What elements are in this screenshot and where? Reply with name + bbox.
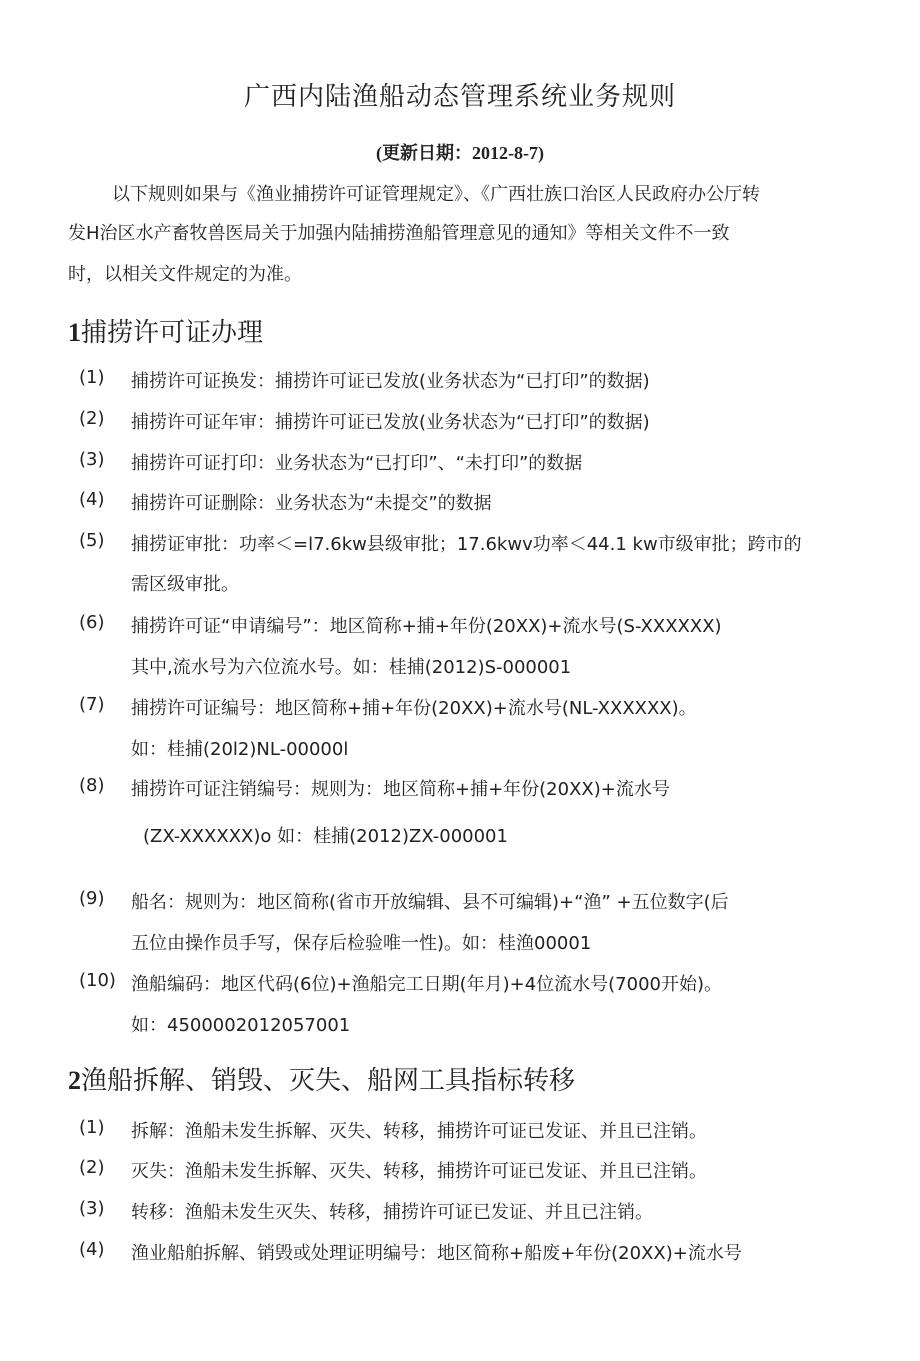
item-text: 如：4500002012057001 [131, 1015, 351, 1036]
item-number: (2) [79, 1157, 105, 1178]
item-text: 捕捞许可证编号：地区简称+捕+年份(20XX)+流水号(NL-XXXXXX)。 [131, 698, 697, 719]
item-text: 船名：规则为：地区简称(省市开放编辑、县不可编辑)+“渔” +五位数字(后 [131, 892, 729, 913]
item-number: (3) [79, 1198, 105, 1219]
item-text: 捕捞许可证年审：捕捞许可证已发放(业务状态为“已打印”的数据) [131, 412, 650, 433]
item-text: (ZX-XXXXXX)o 如：桂捕(2012)ZX-000001 [143, 826, 508, 847]
item-number: (3) [79, 449, 105, 470]
item-text: 五位由操作员手写，保存后检验唯一性)。如：桂渔00001 [131, 933, 592, 954]
section-heading [68, 312, 263, 349]
item-text: 其中,流水号为六位流水号。如：桂捕(2012)S-000001 [131, 657, 572, 678]
item-text: 捕捞许可证注销编号：规则为：地区简称+捕+年份(20XX)+流水号 [131, 779, 670, 800]
item-number: (2) [79, 408, 105, 429]
item-text: 捕捞许可证打印：业务状态为“已打印”、“未打印”的数据 [131, 453, 583, 474]
item-number: (1) [79, 1117, 105, 1138]
item-text: 捕捞许可证“申请编号”：地区简称+捕+年份(20XX)+流水号(S-XXXXXX) [131, 616, 722, 637]
intro-line: 以下规则如果与《渔业捕捞许可证管理规定》、《广西壮族口治区人民政府办公厅转 [112, 184, 760, 205]
item-text: 需区级审批。 [131, 574, 239, 595]
intro-line: 发H治区水产畜牧兽医局关于加强内陆捕捞渔船管理意见的通知》等相关文件不一致 [68, 223, 730, 244]
item-text: 拆解：渔船未发生拆解、灭失、转移，捕捞许可证已发证、并且已注销。 [131, 1121, 707, 1142]
item-text: 转移：渔船未发生灭失、转移，捕捞许可证已发证、并且已注销。 [131, 1202, 653, 1223]
item-number: (9) [79, 888, 105, 909]
item-text: 渔业船舶拆解、销毁或处理证明编号：地区简称+船废+年份(20XX)+流水号 [131, 1243, 742, 1264]
item-number: (6) [79, 612, 105, 633]
intro-line: 时，以相关文件规定的为准。 [68, 264, 302, 285]
item-number: (4) [79, 489, 105, 510]
item-number: (10) [79, 970, 116, 991]
item-text: 如：桂捕(20l2)NL-00000l [131, 739, 349, 760]
document-title: 广西内陆渔船动态管理系统业务规则 [243, 82, 676, 112]
section-heading [68, 1060, 575, 1097]
item-text: 灭失：渔船未发生拆解、灭失、转移，捕捞许可证已发证、并且已注销。 [131, 1161, 707, 1182]
item-text: 渔船编码：地区代码(6位)+渔船完工日期(年月)+4位流水号(7000开始)。 [131, 974, 723, 995]
section-title: 渔船拆解、销毁、灭失、船网工具指标转移 [81, 1066, 576, 1096]
item-text: 捕捞证审批：功率＜=l7.6kw县级审批；17.6kwv功率＜44.1 kw市级审批；跨市的 [131, 534, 802, 555]
item-number: (4) [79, 1239, 105, 1260]
item-number: (5) [79, 530, 105, 551]
item-number: (8) [79, 775, 105, 796]
section-title: 捕捞许可证办理 [81, 318, 264, 348]
item-text: 捕捞许可证换发：捕捞许可证已发放(业务状态为“已打印”的数据) [131, 371, 650, 392]
item-number: (7) [79, 694, 105, 715]
section-number: 2 [68, 1066, 81, 1095]
update-date: (更新日期：2012-8-7) [376, 143, 544, 163]
section-number: 1 [68, 318, 81, 347]
item-number: (1) [79, 367, 105, 388]
item-text: 捕捞许可证删除：业务状态为“未提交”的数据 [131, 493, 492, 514]
